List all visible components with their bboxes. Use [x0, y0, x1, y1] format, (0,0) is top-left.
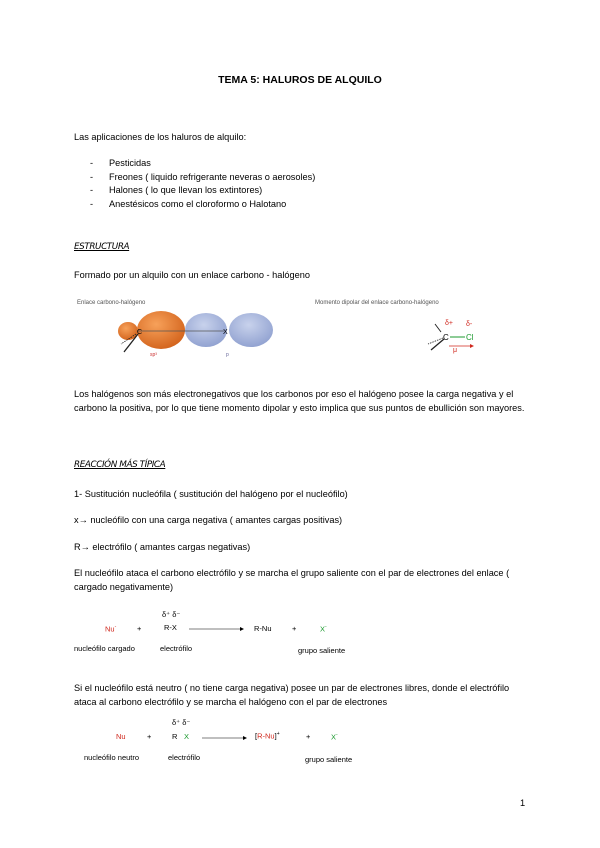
bullet-marker: -	[90, 199, 94, 209]
electrophile-def: R→ electrófilo ( amantes cargas negativas)	[74, 542, 251, 552]
plus-sign: +	[147, 732, 152, 741]
halogen-x: X	[184, 732, 190, 741]
section-heading-reaccion: REACCIÓN MÁS TÍPICA	[74, 460, 166, 470]
page-number: 1	[520, 798, 526, 808]
list-item-text: Freones ( liquido refrigerante neveras o aerosoles)	[109, 172, 316, 182]
alkyl-halide: R-X	[164, 623, 177, 632]
bullet-marker: -	[90, 185, 94, 195]
list-item	[90, 172, 490, 185]
label-electrofilo: electrófilo	[160, 644, 193, 653]
dipole-label: Momento dipolar del enlace carbono-halógeno	[315, 300, 439, 306]
bullet-marker: -	[90, 172, 94, 182]
chlorine-symbol: Cl	[466, 333, 474, 342]
mu-symbol: μ	[453, 347, 458, 354]
halogen-symbol: X	[223, 329, 228, 336]
p-label: p	[226, 352, 229, 358]
product: R-Nu	[254, 624, 272, 633]
partial-charges: δ⁺ δ⁻	[172, 718, 191, 727]
partial-charges: δ⁺ δ⁻	[162, 610, 181, 619]
label-electrofilo: electrófilo	[168, 753, 201, 762]
label-grupo-saliente: grupo saliente	[298, 646, 346, 655]
sp3-lobe	[137, 311, 185, 349]
list-item	[90, 199, 490, 212]
orbital-label: Enlace carbono-halógeno	[77, 300, 146, 306]
delta-plus: δ+	[445, 320, 453, 327]
plus-sign: +	[306, 732, 311, 741]
bullet-marker: -	[90, 158, 94, 168]
estructura-text: Formado por un alquilo con un enlace carbono - halógeno	[74, 270, 310, 280]
reaction-subtitle: 1- Sustitución nucleófila ( sustitución del halógeno por el nucleófilo)	[74, 489, 348, 499]
carbon-symbol: C	[137, 329, 143, 336]
reaction-arrow	[202, 735, 248, 741]
label-grupo-saliente: grupo saliente	[305, 755, 353, 764]
leaving-group: X-	[331, 732, 338, 742]
neutral-nucleophile: Nu	[116, 732, 126, 741]
orbital-figure	[74, 294, 279, 364]
list-item-text: Halones ( lo que llevan los extintores)	[109, 185, 263, 195]
list-item-text: Anestésicos como el cloroformo o Halotano	[109, 199, 287, 209]
plus-sign: +	[292, 624, 297, 633]
section-heading-estructura: ESTRUCTURA	[74, 242, 130, 252]
bond-lobe	[185, 313, 227, 347]
dipole-figure	[313, 294, 498, 364]
label-nucleofilo: nucleófilo cargado	[74, 644, 135, 653]
sp3-label: sp³	[150, 352, 157, 358]
list-item	[90, 185, 490, 198]
nucleophile: Nu-	[105, 624, 117, 634]
list-item-text: Pesticidas	[109, 158, 151, 168]
carbon-r: R	[172, 732, 178, 741]
carbon-symbol: C	[443, 333, 449, 342]
reaction-equation-2	[84, 716, 374, 766]
plus-sign: +	[137, 624, 142, 633]
page-title: TEMA 5: HALUROS DE ALQUILO	[218, 74, 382, 86]
leaving-group: X-	[320, 624, 327, 634]
reaction-paragraph-1: El nucleófilo ataca el carbono electrófilo y se marcha el grupo saliente con el par de electrones del enlace ( cargado negativamente)	[74, 568, 510, 592]
delta-minus: δ-	[466, 321, 473, 328]
p-lobe	[229, 313, 273, 347]
reaction-equation-1	[74, 606, 364, 658]
list-item	[90, 158, 490, 171]
nucleophile-def: x→ nucleófilo con una carga negativa ( amantes cargas positivas)	[74, 515, 343, 525]
intro-text: Las aplicaciones de los haluros de alquilo:	[74, 132, 247, 142]
estructura-paragraph: Los halógenos son más electronegativos que los carbonos por eso el halógeno posee la carga negativa y el carbono la positiva, por lo que tiene momento dipolar y esto implica que sus puntos de ebullición son mayores.	[74, 389, 525, 413]
product-bracket: [R-Nu]+	[255, 731, 280, 741]
reaction-paragraph-2: Si el nucleófilo está neutro ( no tiene carga negativa) posee un par de electrones libres, donde el electrófilo ataca al carbono electrófilo y se marcha el halógeno con el par de electrones	[74, 683, 510, 707]
label-nucleofilo-neutro: nucleófilo neutro	[84, 753, 140, 762]
reaction-arrow	[189, 626, 245, 632]
